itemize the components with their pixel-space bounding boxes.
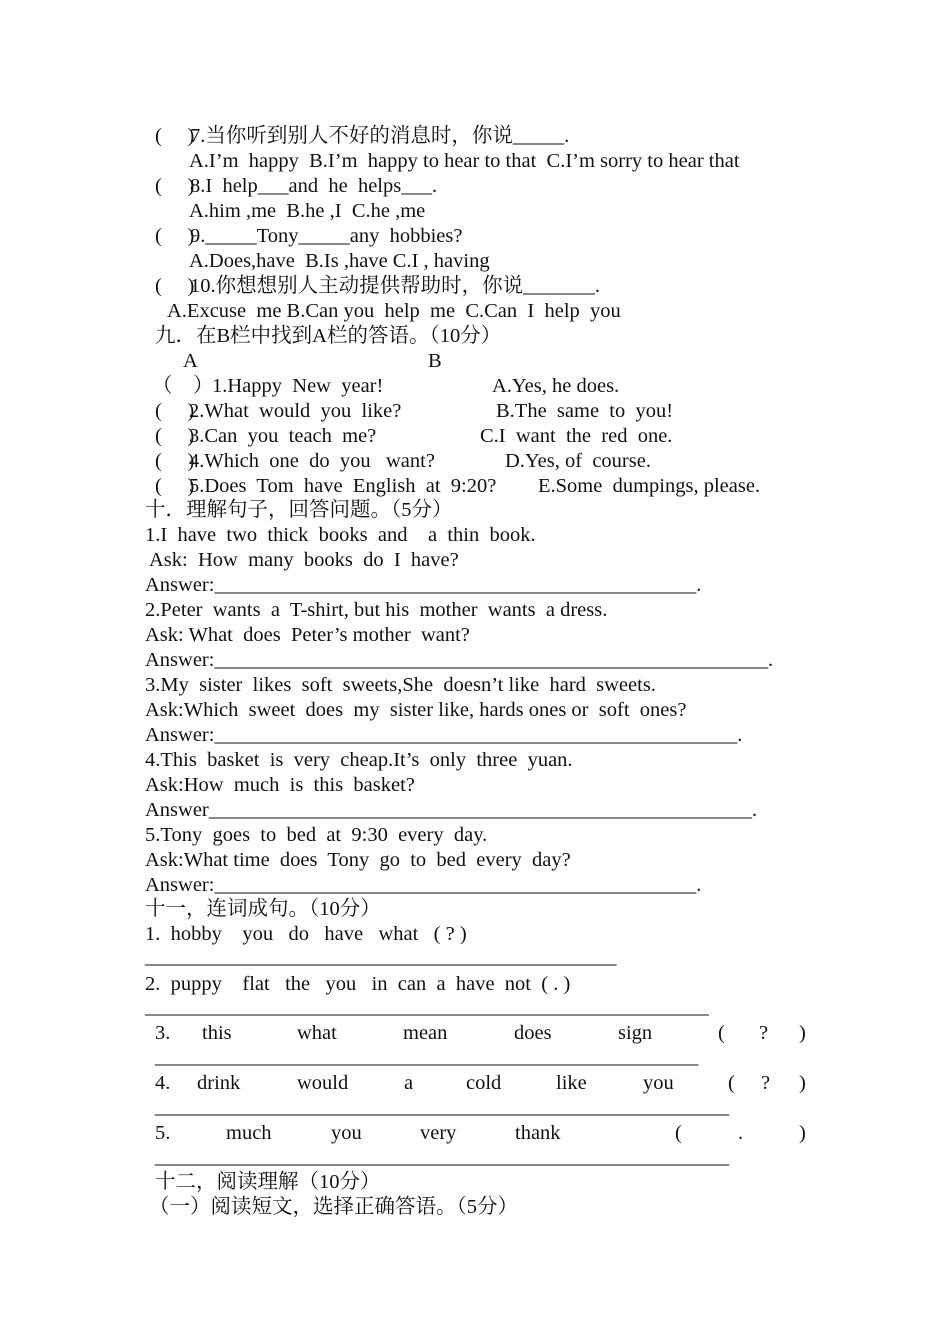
reorder-word: a bbox=[404, 1072, 414, 1094]
reorder-word: much bbox=[226, 1122, 272, 1144]
reorder-word: ( bbox=[728, 1072, 735, 1094]
reorder-word: drink bbox=[197, 1072, 241, 1094]
q7-blank[interactable]: ( ) bbox=[155, 125, 195, 147]
reorder-line-5[interactable]: ________________________________________________________ bbox=[155, 1146, 729, 1168]
reorder-word: 5. bbox=[155, 1122, 171, 1144]
q10-blank[interactable]: ( ) bbox=[155, 275, 195, 297]
section9-col-b: B bbox=[428, 350, 442, 372]
answer-line[interactable]: Answer_____________________________________________________. bbox=[145, 799, 758, 821]
reorder-word: ( bbox=[718, 1022, 725, 1044]
q10-stem: 10.你想想别人主动提供帮助时，你说_______. bbox=[190, 275, 600, 297]
match-b: E.Some dumpings, please. bbox=[538, 475, 761, 497]
reorder-word: mean bbox=[403, 1022, 448, 1044]
q9-options: A.Does,have B.Is ,have C.I , having bbox=[189, 250, 490, 272]
comprehension-sentence: 4.This basket is very cheap.It’s only three yuan. bbox=[145, 749, 573, 771]
match-b: B.The same to you! bbox=[496, 400, 674, 422]
reorder-word: 3. bbox=[155, 1022, 171, 1044]
match-a: 4.Which one do you want? bbox=[189, 450, 435, 472]
section9-title: 九．在B栏中找到A栏的答语。（10分） bbox=[155, 325, 502, 347]
reorder-word: you bbox=[643, 1072, 674, 1094]
comprehension-question: Ask:Which sweet does my sister like, hards ones or soft ones? bbox=[145, 699, 687, 721]
answer-line[interactable]: Answer:_______________________________________________. bbox=[145, 574, 702, 596]
reorder-word: ? bbox=[761, 1072, 771, 1094]
comprehension-sentence: 3.My sister likes soft sweets,She doesn’t like hard sweets. bbox=[145, 674, 656, 696]
q9-blank[interactable]: ( ) bbox=[155, 225, 195, 247]
reorder-word: sign bbox=[618, 1022, 653, 1044]
reorder-q5 bbox=[155, 1121, 805, 1146]
reorder-line-4[interactable]: ________________________________________________________ bbox=[155, 1096, 729, 1118]
section11-title: 十一，连词成句。（10分） bbox=[145, 898, 381, 920]
q9-stem: 9._____Tony_____any hobbies? bbox=[190, 225, 463, 247]
match-blank[interactable]: ( ) bbox=[155, 475, 195, 497]
answer-line[interactable]: Answer:______________________________________________________. bbox=[145, 649, 774, 671]
reorder-word: does bbox=[514, 1022, 552, 1044]
q10-options: A.Excuse me B.Can you help me C.Can I help you bbox=[167, 300, 621, 322]
reorder-word: would bbox=[297, 1072, 349, 1094]
reorder-word: ? bbox=[759, 1022, 769, 1044]
q8-blank[interactable]: ( ) bbox=[155, 175, 195, 197]
reorder-line-3[interactable]: _____________________________________________________ bbox=[155, 1046, 699, 1068]
reorder-word: this bbox=[202, 1022, 232, 1044]
match-a: 2.What would you like? bbox=[189, 400, 402, 422]
reorder-word: you bbox=[331, 1122, 362, 1144]
comprehension-question: Ask: How many books do I have? bbox=[145, 549, 459, 571]
match-blank[interactable]: （ ） bbox=[152, 375, 214, 397]
comprehension-question: Ask:How much is this basket? bbox=[145, 774, 415, 796]
reorder-word: 4. bbox=[155, 1072, 171, 1094]
section12-title: 十二，阅读理解（10分） bbox=[155, 1171, 381, 1193]
reorder-word: like bbox=[556, 1072, 587, 1094]
match-b: D.Yes, of course. bbox=[505, 450, 651, 472]
q8-stem: 8.I help___and he helps___. bbox=[190, 175, 438, 197]
reorder-q4 bbox=[155, 1071, 805, 1096]
match-b: A.Yes, he does. bbox=[492, 375, 620, 397]
match-a: 5.Does Tom have English at 9:20? bbox=[189, 475, 497, 497]
reorder-line-1[interactable]: ______________________________________________ bbox=[145, 946, 617, 968]
match-a: 3.Can you teach me? bbox=[189, 425, 377, 447]
reorder-word: thank bbox=[515, 1122, 561, 1144]
q7-options: A.I’m happy B.I’m happy to hear to that C.I’m sorry to hear that bbox=[189, 150, 740, 172]
match-blank[interactable]: ( ) bbox=[155, 425, 195, 447]
match-blank[interactable]: ( ) bbox=[155, 400, 195, 422]
reorder-word: cold bbox=[466, 1072, 502, 1094]
comprehension-question: Ask: What does Peter’s mother want? bbox=[145, 624, 470, 646]
comprehension-sentence: 1.I have two thick books and a thin book. bbox=[145, 524, 536, 546]
reorder-q1: 1. hobby you do have what ( ? ) bbox=[145, 923, 467, 945]
comprehension-sentence: 5.Tony goes to bed at 9:30 every day. bbox=[145, 824, 488, 846]
section10-title: 十．理解句子，回答问题。（5分） bbox=[145, 499, 453, 521]
q7-stem: 7.当你听到别人不好的消息时，你说_____. bbox=[190, 125, 570, 147]
section12-subtitle: （一）阅读短文，选择正确答语。（5分） bbox=[149, 1196, 518, 1218]
reorder-word: what bbox=[297, 1022, 337, 1044]
reorder-word: ( bbox=[675, 1122, 682, 1144]
match-b: C.I want the red one. bbox=[480, 425, 673, 447]
comprehension-question: Ask:What time does Tony go to bed every day? bbox=[145, 849, 571, 871]
answer-line[interactable]: Answer:___________________________________________________. bbox=[145, 724, 743, 746]
match-blank[interactable]: ( ) bbox=[155, 450, 195, 472]
reorder-word: ) bbox=[799, 1122, 806, 1144]
reorder-word: . bbox=[738, 1122, 744, 1144]
reorder-word: ) bbox=[799, 1072, 806, 1094]
reorder-word: very bbox=[420, 1122, 457, 1144]
section9-col-a: A bbox=[183, 350, 198, 372]
q8-options: A.him ,me B.he ,I C.he ,me bbox=[189, 200, 426, 222]
match-a: 1.Happy New year! bbox=[212, 375, 384, 397]
reorder-line-2[interactable]: _______________________________________________________ bbox=[145, 996, 709, 1018]
comprehension-sentence: 2.Peter wants a T-shirt, but his mother wants a dress. bbox=[145, 599, 608, 621]
answer-line[interactable]: Answer:_______________________________________________. bbox=[145, 874, 702, 896]
reorder-q2: 2. puppy flat the you in can a have not ( . ) bbox=[145, 973, 571, 995]
reorder-word: ) bbox=[799, 1022, 806, 1044]
reorder-q3 bbox=[155, 1021, 805, 1046]
